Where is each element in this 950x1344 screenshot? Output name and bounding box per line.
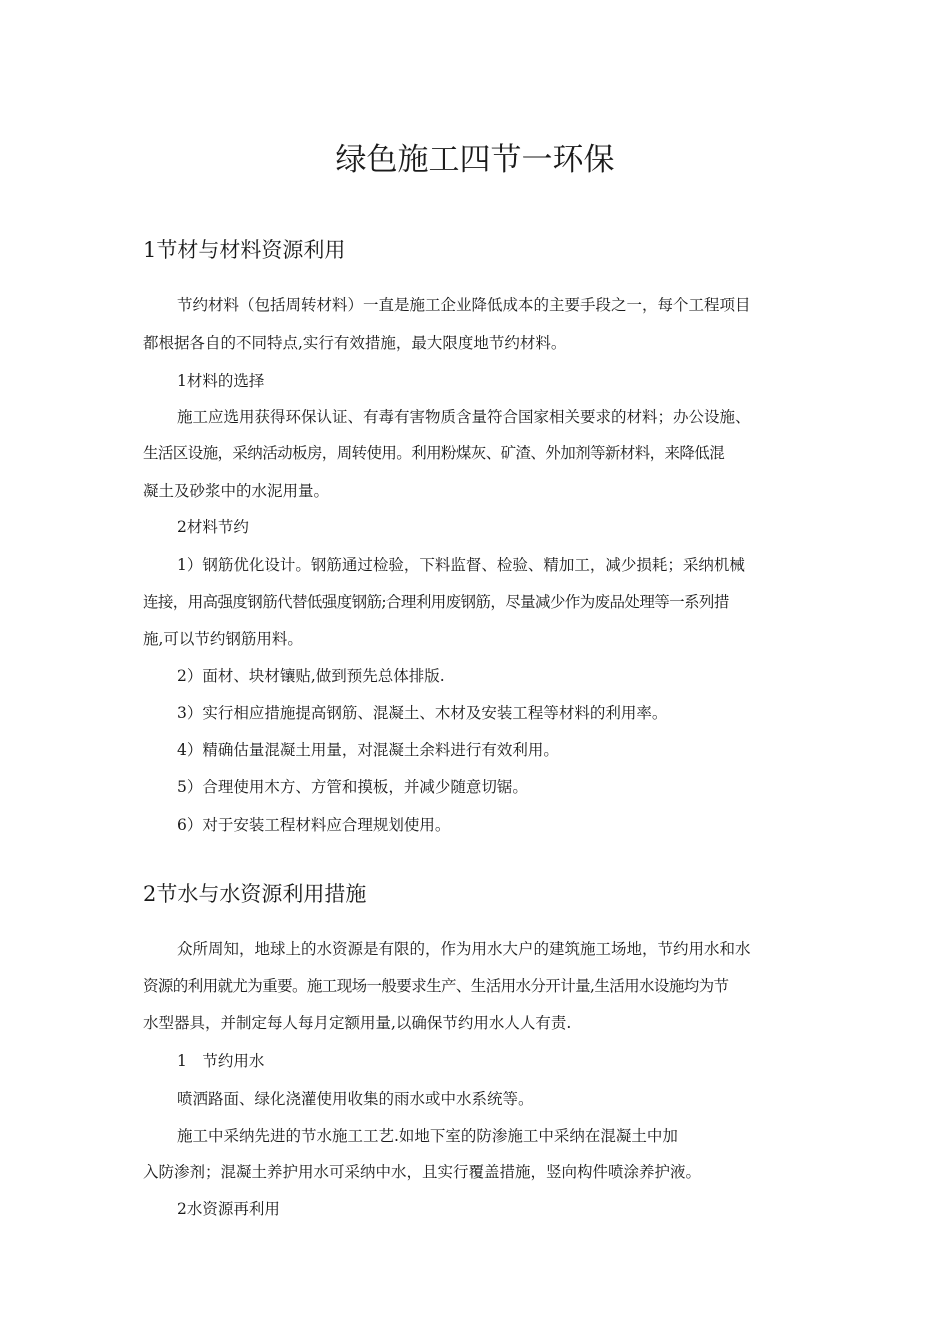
section-2-line-2: 资源的利用就尤为重要。施工现场一般要求生产、生活用水分开计量,生活用水设施均为节 — [143, 977, 729, 995]
section-1-line-5: 生活区设施，采纳活动板房，周转使用。利用粉煤灰、矿渣、外加剂等新材料，来降低混 — [143, 444, 725, 462]
section-1-subheading-2: 2材料节约 — [177, 518, 249, 536]
section-1-item-4: 4）精确估量混凝土用量，对混凝土余料进行有效利用。 — [177, 741, 559, 759]
section-1-item-2: 2）面材、块材镶贴,做到预先总体排版. — [177, 667, 445, 685]
section-1-line-9: 连接，用高强度钢筋代替低强度钢筋;合理利用废钢筋，尽量减少作为废品处理等一系列措 — [143, 593, 729, 611]
section-1-heading: 1节材与材料资源利用 — [143, 238, 346, 262]
section-1-line-2: 都根据各自的不同特点,实行有效措施，最大限度地节约材料。 — [143, 334, 567, 352]
section-1-line-6: 凝土及砂浆中的水泥用量。 — [143, 482, 330, 500]
section-2-subheading-2: 2水资源再利用 — [177, 1200, 280, 1218]
section-2-line-6: 施工中采纳先进的节水施工工艺.如地下室的防渗施工中采纳在混凝土中加 — [177, 1127, 678, 1145]
section-1-item-5: 5）合理使用木方、方管和摸板，并减少随意切锯。 — [177, 778, 528, 796]
document-title: 绿色施工四节一环保 — [335, 142, 615, 178]
section-1-line-10: 施,可以节约钢筋用料。 — [143, 630, 303, 648]
section-1-item-6: 6）对于安装工程材料应合理规划使用。 — [177, 816, 451, 834]
section-2-line-1: 众所周知，地球上的水资源是有限的，作为用水大户的建筑施工场地，节约用水和水 — [177, 940, 751, 958]
section-1-line-1: 节约材料（包括周转材料）一直是施工企业降低成本的主要手段之一，每个工程项目 — [177, 296, 751, 314]
section-1-line-8: 1）钢筋优化设计。钢筋通过检验，下料监督、检验、精加工，减少损耗；采纳机械 — [177, 556, 745, 574]
section-1-subheading-1: 1材料的选择 — [177, 372, 265, 390]
section-2-subheading-1: 1 节约用水 — [177, 1052, 265, 1070]
section-2-line-5: 喷洒路面、绿化浇灌使用收集的雨水或中水系统等。 — [177, 1090, 534, 1108]
section-2-heading: 2节水与水资源利用措施 — [143, 882, 367, 906]
section-1-item-3: 3）实行相应措施提高钢筋、混凝土、木材及安装工程等材料的利用率。 — [177, 704, 668, 722]
section-2-line-7: 入防渗剂；混凝土养护用水可采纳中水，且实行覆盖措施，竖向构件喷涂养护液。 — [143, 1163, 702, 1181]
section-2-line-3: 水型器具，并制定每人每月定额用量,以确保节约用水人人有责. — [143, 1014, 572, 1032]
section-1-line-4: 施工应选用获得环保认证、有毒有害物质含量符合国家相关要求的材料；办公设施、 — [177, 408, 751, 426]
